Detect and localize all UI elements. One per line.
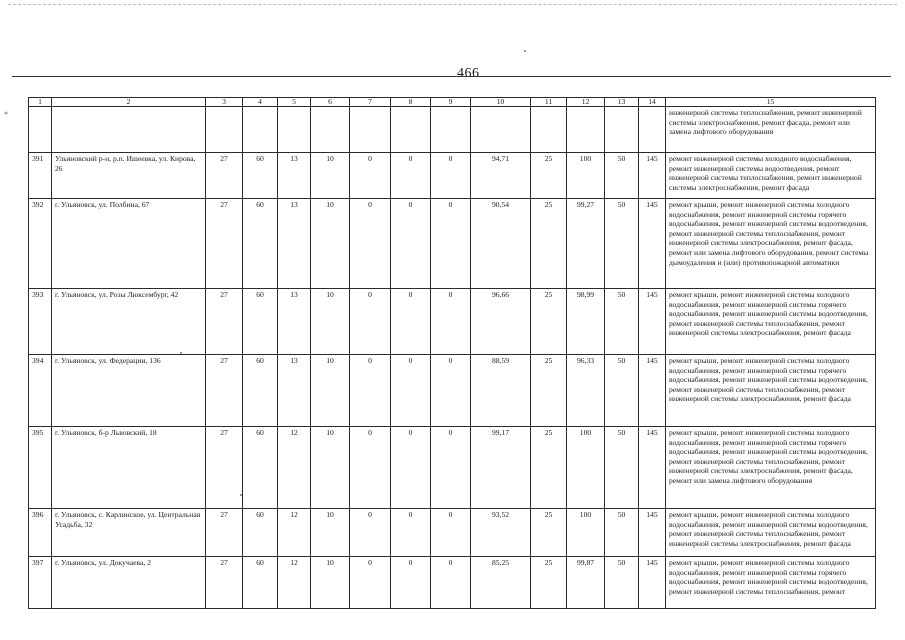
top-scan-line [8,4,897,5]
value-cell-10: 96,66 [471,289,531,355]
value-cell-3 [206,107,243,153]
column-header-14: 14 [639,98,666,107]
value-cell-8: 0 [391,427,431,509]
value-cell-7: 0 [350,199,391,289]
table-row [29,107,876,153]
value-cell-14: 145 [639,427,666,509]
value-cell-11: 25 [531,557,567,609]
address-cell: г. Ульяновск, ул. Розы Люксембург, 42 [52,289,206,355]
value-cell-11: 25 [531,153,567,199]
table-row [29,199,876,289]
column-header-6: 6 [311,98,350,107]
value-cell-10: 99,17 [471,427,531,509]
works-list-cell: ремонт крыши, ремонт инженерной системы холодного водоснабжения, ремонт инженерной системы водоотведения, ремонт инженерной системы теплоснабжения, ремонт инженерной системы электроснабжения, ремонт фасада [666,509,876,557]
table-row [29,289,876,355]
value-cell-4: 60 [243,199,278,289]
value-cell-3: 27 [206,557,243,609]
value-cell-4: 60 [243,153,278,199]
repair-register-table [28,97,876,609]
header-rule [12,76,891,77]
value-cell-13: 50 [605,355,639,427]
value-cell-6: 10 [311,427,350,509]
column-header-8: 8 [391,98,431,107]
value-cell-14: 145 [639,153,666,199]
value-cell-3: 27 [206,153,243,199]
value-cell-9: 0 [431,509,471,557]
table-row [29,153,876,199]
address-cell: Ульяновский р-н, р.п. Ишеевка, ул. Кирова, 26 [52,153,206,199]
value-cell-3: 27 [206,427,243,509]
value-cell-6: 10 [311,153,350,199]
value-cell-14: 145 [639,557,666,609]
value-cell-5: 13 [278,355,311,427]
value-cell-8: 0 [391,153,431,199]
value-cell-4: 60 [243,355,278,427]
value-cell-13: 50 [605,509,639,557]
value-cell-14 [639,107,666,153]
value-cell-6 [311,107,350,153]
scan-speck [524,50,526,52]
value-cell-6: 10 [311,557,350,609]
row-number-cell: 397 [29,557,52,609]
column-header-9: 9 [431,98,471,107]
table-row [29,557,876,609]
value-cell-12: 100 [567,427,605,509]
value-cell-11: 25 [531,509,567,557]
row-number-cell: 393 [29,289,52,355]
works-list-cell: ремонт крыши, ремонт инженерной системы холодного водоснабжения, ремонт инженерной системы горячего водоснабжения, ремонт инженерной системы водоотведения, ремонт инженерной системы теплоснабжения, ремонт инженерной системы электроснабжения, ремонт фасада, ремонт или замена лифтового оборудования, ремонт системы дымоудаления и (или) противопожарной автоматики [666,199,876,289]
value-cell-14: 145 [639,199,666,289]
works-list-cell: инженерной системы теплоснабжения, ремонт инженерной системы электроснабжения, ремонт фасада, ремонт или замена лифтового оборудования [666,107,876,153]
works-list-cell: ремонт крыши, ремонт инженерной системы холодного водоснабжения, ремонт инженерной системы горячего водоснабжения, ремонт инженерной системы водоотведения, ремонт инженерной системы теплоснабжения, ремонт инженерной системы электроснабжения, ремонт фасада [666,289,876,355]
row-number-cell: 391 [29,153,52,199]
value-cell-11: 25 [531,427,567,509]
value-cell-10: 93,52 [471,509,531,557]
address-cell: г. Ульяновск, ул. Федерации, 136 [52,355,206,427]
value-cell-12: 100 [567,509,605,557]
value-cell-7: 0 [350,153,391,199]
value-cell-13: 50 [605,289,639,355]
value-cell-13: 50 [605,199,639,289]
works-list-cell: ремонт крыши, ремонт инженерной системы холодного водоснабжения, ремонт инженерной системы горячего водоснабжения, ремонт инженерной системы водоотведения, ремонт инженерной системы теплоснабжения, ремонт [666,557,876,609]
value-cell-7 [350,107,391,153]
value-cell-5: 12 [278,557,311,609]
margin-mark: * [4,110,8,119]
value-cell-9: 0 [431,557,471,609]
column-header-7: 7 [350,98,391,107]
value-cell-14: 145 [639,509,666,557]
column-header-11: 11 [531,98,567,107]
value-cell-5: 13 [278,289,311,355]
value-cell-12: 98,99 [567,289,605,355]
value-cell-5: 13 [278,153,311,199]
value-cell-4: 60 [243,509,278,557]
column-number-row [29,98,876,107]
value-cell-13: 50 [605,557,639,609]
address-cell: г. Ульяновск, ул. Докучаева, 2 [52,557,206,609]
value-cell-4: 60 [243,289,278,355]
value-cell-10: 90,54 [471,199,531,289]
value-cell-5: 12 [278,509,311,557]
value-cell-9: 0 [431,289,471,355]
value-cell-4 [243,107,278,153]
value-cell-12: 99,87 [567,557,605,609]
page-number: 466 [457,66,480,81]
works-list-cell: ремонт инженерной системы холодного водоснабжения, ремонт инженерной системы водоотведения, ремонт инженерной системы теплоснабжения, ремонт инженерной системы электроснабжения, ремонт фасада [666,153,876,199]
value-cell-11: 25 [531,289,567,355]
value-cell-4: 60 [243,557,278,609]
value-cell-9: 0 [431,427,471,509]
value-cell-12 [567,107,605,153]
value-cell-7: 0 [350,355,391,427]
value-cell-7: 0 [350,557,391,609]
value-cell-5: 13 [278,199,311,289]
row-number-cell: 395 [29,427,52,509]
column-header-1: 1 [29,98,52,107]
value-cell-12: 99,27 [567,199,605,289]
value-cell-13: 50 [605,427,639,509]
value-cell-4: 60 [243,427,278,509]
address-cell: г. Ульяновск, б-р Львовский, 18 [52,427,206,509]
address-cell: г. Ульяновск, ул. Полбина, 67 [52,199,206,289]
address-cell [52,107,206,153]
column-header-15: 15 [666,98,876,107]
value-cell-8: 0 [391,509,431,557]
value-cell-8: 0 [391,355,431,427]
value-cell-9: 0 [431,355,471,427]
value-cell-10: 85,25 [471,557,531,609]
value-cell-14: 145 [639,355,666,427]
value-cell-5: 12 [278,427,311,509]
column-header-4: 4 [243,98,278,107]
value-cell-12: 100 [567,153,605,199]
column-header-3: 3 [206,98,243,107]
table-row [29,355,876,427]
value-cell-6: 10 [311,289,350,355]
value-cell-3: 27 [206,199,243,289]
row-number-cell: 392 [29,199,52,289]
value-cell-8: 0 [391,557,431,609]
value-cell-9: 0 [431,199,471,289]
column-header-12: 12 [567,98,605,107]
table-row [29,427,876,509]
value-cell-3: 27 [206,509,243,557]
value-cell-14: 145 [639,289,666,355]
column-header-2: 2 [52,98,206,107]
row-number-cell: 396 [29,509,52,557]
column-header-10: 10 [471,98,531,107]
value-cell-13 [605,107,639,153]
value-cell-7: 0 [350,509,391,557]
table-row [29,509,876,557]
row-number-cell [29,107,52,153]
value-cell-13: 50 [605,153,639,199]
works-list-cell: ремонт крыши, ремонт инженерной системы холодного водоснабжения, ремонт инженерной системы горячего водоснабжения, ремонт инженерной системы водоотведения, ремонт инженерной системы теплоснабжения, ремонт инженерной системы электроснабжения, ремонт фасада, ремонт или замена лифтового оборудования [666,427,876,509]
value-cell-10 [471,107,531,153]
value-cell-7: 0 [350,427,391,509]
value-cell-11 [531,107,567,153]
value-cell-5 [278,107,311,153]
table-body [29,107,876,609]
value-cell-3: 27 [206,355,243,427]
value-cell-7: 0 [350,289,391,355]
works-list-cell: ремонт крыши, ремонт инженерной системы холодного водоснабжения, ремонт инженерной системы горячего водоснабжения, ремонт инженерной системы водоотведения, ремонт инженерной системы теплоснабжения, ремонт инженерной системы электроснабжения, ремонт фасада [666,355,876,427]
value-cell-3: 27 [206,289,243,355]
value-cell-6: 10 [311,199,350,289]
row-number-cell: 394 [29,355,52,427]
value-cell-10: 94,71 [471,153,531,199]
value-cell-9: 0 [431,153,471,199]
address-cell: г. Ульяновск, с. Карлинское, ул. Центральная Усадьба, 32 [52,509,206,557]
value-cell-9 [431,107,471,153]
value-cell-12: 96,33 [567,355,605,427]
column-header-5: 5 [278,98,311,107]
value-cell-8: 0 [391,289,431,355]
value-cell-11: 25 [531,199,567,289]
value-cell-11: 25 [531,355,567,427]
value-cell-10: 88,59 [471,355,531,427]
value-cell-6: 10 [311,509,350,557]
column-header-13: 13 [605,98,639,107]
value-cell-8 [391,107,431,153]
value-cell-8: 0 [391,199,431,289]
value-cell-6: 10 [311,355,350,427]
